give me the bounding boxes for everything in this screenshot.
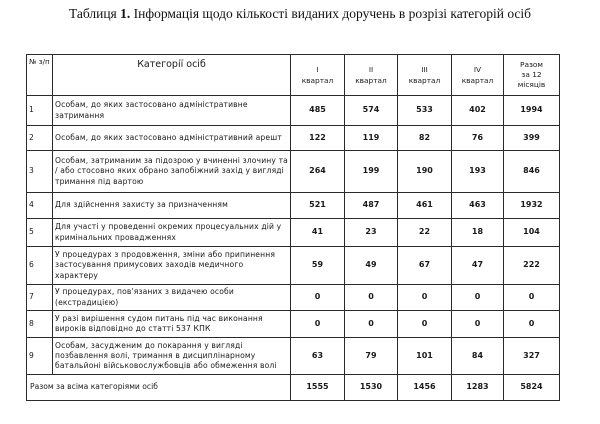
table-row	[27, 219, 560, 247]
cell-q1: 0	[291, 285, 345, 311]
table-row	[27, 126, 560, 151]
cell-q2: 0	[345, 311, 398, 338]
row-category: Для участі у проведенні окремих процесуальних дій у кримінальних провадженнях	[53, 219, 291, 247]
total-q2: 1530	[345, 375, 398, 401]
header-quarter-4-roman: IV	[473, 64, 482, 74]
cell-q3: 101	[398, 338, 452, 375]
cell-total: 0	[504, 311, 560, 338]
cell-q3: 533	[398, 96, 452, 126]
cell-q1: 41	[291, 219, 345, 247]
header-quarter-1-roman: I	[316, 64, 319, 74]
header-number: № з/п	[27, 55, 53, 96]
table-row	[27, 285, 560, 311]
row-category: Особам, до яких застосовано адміністративний арешт	[53, 126, 291, 151]
cell-q4: 402	[452, 96, 504, 126]
table-row	[27, 151, 560, 193]
total-q4: 1283	[452, 375, 504, 401]
header-quarter-3	[398, 55, 452, 96]
header-row	[27, 55, 560, 96]
cell-total: 104	[504, 219, 560, 247]
row-number: 3	[27, 151, 53, 193]
header-quarter-2-word: квартал	[355, 76, 387, 85]
cell-q1: 485	[291, 96, 345, 126]
row-category: Особам, до яких застосовано адміністративне затримання	[53, 96, 291, 126]
cell-q3: 82	[398, 126, 452, 151]
cell-total: 327	[504, 338, 560, 375]
row-category: У процедурах, пов'язаних з видачею особи (екстрадицією)	[53, 285, 291, 311]
cell-q2: 199	[345, 151, 398, 193]
cell-q3: 67	[398, 247, 452, 285]
cell-total: 222	[504, 247, 560, 285]
row-category: Особам, засудженим до покарання у вигляді позбавлення волі, тримання в дисциплінарному батальйоні військовослужбовців або обмеження волі	[53, 338, 291, 375]
header-quarter-4	[452, 55, 504, 96]
header-quarter-1	[291, 55, 345, 96]
table-row	[27, 193, 560, 219]
total-year: 5824	[504, 375, 560, 401]
table-row	[27, 338, 560, 375]
header-quarter-3-roman: III	[421, 64, 428, 74]
caption-prefix: Таблиця	[68, 6, 121, 21]
header-category: Категорії осіб	[53, 55, 291, 96]
row-number: 4	[27, 193, 53, 219]
cell-q3: 461	[398, 193, 452, 219]
row-number: 9	[27, 338, 53, 375]
header-total-line-2: за 12	[521, 70, 542, 79]
cell-q2: 487	[345, 193, 398, 219]
header-quarter-2-roman: II	[368, 64, 374, 74]
total-row-label: Разом за всіма категоріями осіб	[27, 375, 291, 401]
header-total-line-3: місяців	[517, 79, 546, 89]
cell-q2: 23	[345, 219, 398, 247]
cell-q1: 122	[291, 126, 345, 151]
cell-q4: 0	[452, 311, 504, 338]
table-row	[27, 96, 560, 126]
row-number: 7	[27, 285, 53, 311]
cell-q1: 59	[291, 247, 345, 285]
cell-q4: 84	[452, 338, 504, 375]
cell-q4: 0	[452, 285, 504, 311]
row-number: 8	[27, 311, 53, 338]
caption-number: 1.	[120, 6, 131, 21]
cell-q3: 22	[398, 219, 452, 247]
header-quarter-1-word: квартал	[301, 76, 334, 85]
caption-text: Інформація щодо кількості виданих доручень в розрізі категорій осіб	[130, 6, 532, 21]
cell-q3: 0	[398, 311, 452, 338]
cell-q3: 0	[398, 285, 452, 311]
header-quarter-4-word: квартал	[461, 76, 494, 85]
header-total-line-1: Разом	[519, 60, 543, 70]
cell-total: 0	[504, 285, 560, 311]
cell-q1: 264	[291, 151, 345, 193]
cell-q4: 463	[452, 193, 504, 219]
header-quarter-2	[345, 55, 398, 96]
cell-q2: 574	[345, 96, 398, 126]
row-number: 1	[27, 96, 53, 126]
cell-q1: 0	[291, 311, 345, 338]
cell-q1: 63	[291, 338, 345, 375]
table-row	[27, 311, 560, 338]
statistics-table	[26, 54, 560, 401]
row-number: 5	[27, 219, 53, 247]
cell-total: 1994	[504, 96, 560, 126]
cell-total: 846	[504, 151, 560, 193]
cell-q4: 76	[452, 126, 504, 151]
row-category: Для здійснення захисту за призначенням	[53, 193, 291, 219]
total-row	[27, 375, 560, 401]
total-q3: 1456	[398, 375, 452, 401]
row-category: Особам, затриманим за підозрою у вчиненні злочину та / або стосовно яких обрано запобіжний захід у вигляді тримання під вартою	[53, 151, 291, 193]
header-total	[504, 55, 560, 96]
cell-q4: 193	[452, 151, 504, 193]
cell-q2: 79	[345, 338, 398, 375]
row-number: 6	[27, 247, 53, 285]
cell-q2: 119	[345, 126, 398, 151]
row-category: У разі вирішення судом питань під час виконання вироків відповідно до статті 537 КПК	[53, 311, 291, 338]
header-quarter-3-word: квартал	[408, 76, 441, 85]
total-q1: 1555	[291, 375, 345, 401]
cell-q4: 47	[452, 247, 504, 285]
row-category: У процедурах з продовження, зміни або припинення застосування примусових заходів медичного характеру	[53, 247, 291, 285]
cell-total: 399	[504, 126, 560, 151]
cell-total: 1932	[504, 193, 560, 219]
row-number: 2	[27, 126, 53, 151]
table-row	[27, 247, 560, 285]
cell-q4: 18	[452, 219, 504, 247]
cell-q2: 0	[345, 285, 398, 311]
cell-q2: 49	[345, 247, 398, 285]
cell-q3: 190	[398, 151, 452, 193]
cell-q1: 521	[291, 193, 345, 219]
table-caption	[0, 6, 600, 22]
